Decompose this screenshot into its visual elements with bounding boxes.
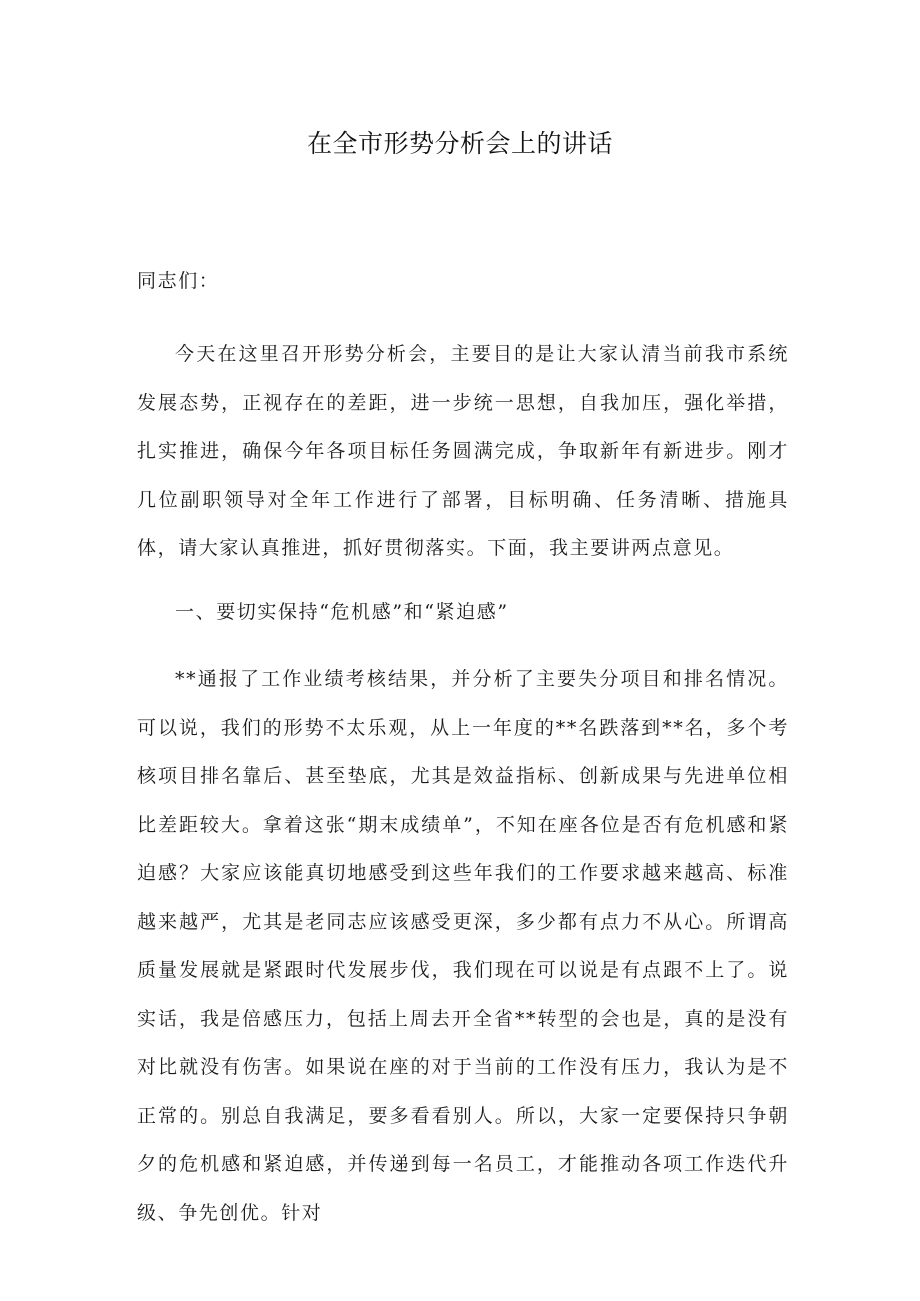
body-paragraph-1: 今天在这里召开形势分析会，主要目的是让大家认清当前我市系统发展态势，正视存在的差距，进一步统一思想，自我加压，强化举措，扎实推进，确保今年各项目标任务圆满完成，争取新年有新进步。刚才几位副职领导对全年工作进行了部署，目标明确、任务清晰、措施具体，请大家认真推进，抓好贯彻落实。下面，我主要讲两点意见。 — [137, 343, 789, 559]
salutation: 同志们： — [137, 270, 220, 292]
body-paragraph-2: **通报了工作业绩考核结果，并分析了主要失分项目和排名情况。可以说，我们的形势不太乐观，从上一年度的**名跌落到**名，多个考核项目排名靠后、甚至垫底，尤其是效益指标、创新成果与先进单位相比差距较大。拿着这张“期末成绩单”，不知在座各位是否有危机感和紧迫感？大家应该能真切地感受到这些年我们的工作要求越来越高、标准越来越严，尤其是老同志应该感受更深，多少都有点力不从心。所谓高质量发展就是紧跟时代发展步伐，我们现在可以说是有点跟不上了。说实话，我是倍感压力，包括上周去开全省**转型的会也是，真的是没有对比就没有伤害。如果说在座的对于当前的工作没有压力，我认为是不正常的。别总自我满足，要多看看别人。所以，大家一定要保持只争朝夕的危机感和紧迫感，并传递到每一名员工，才能推动各项工作迭代升级、争先创优。针对 — [137, 668, 789, 1224]
document-title: 在全市形势分析会上的讲话 — [306, 129, 613, 158]
section-heading-1: 一、要切实保持“危机感”和“紧迫感” — [175, 601, 509, 623]
